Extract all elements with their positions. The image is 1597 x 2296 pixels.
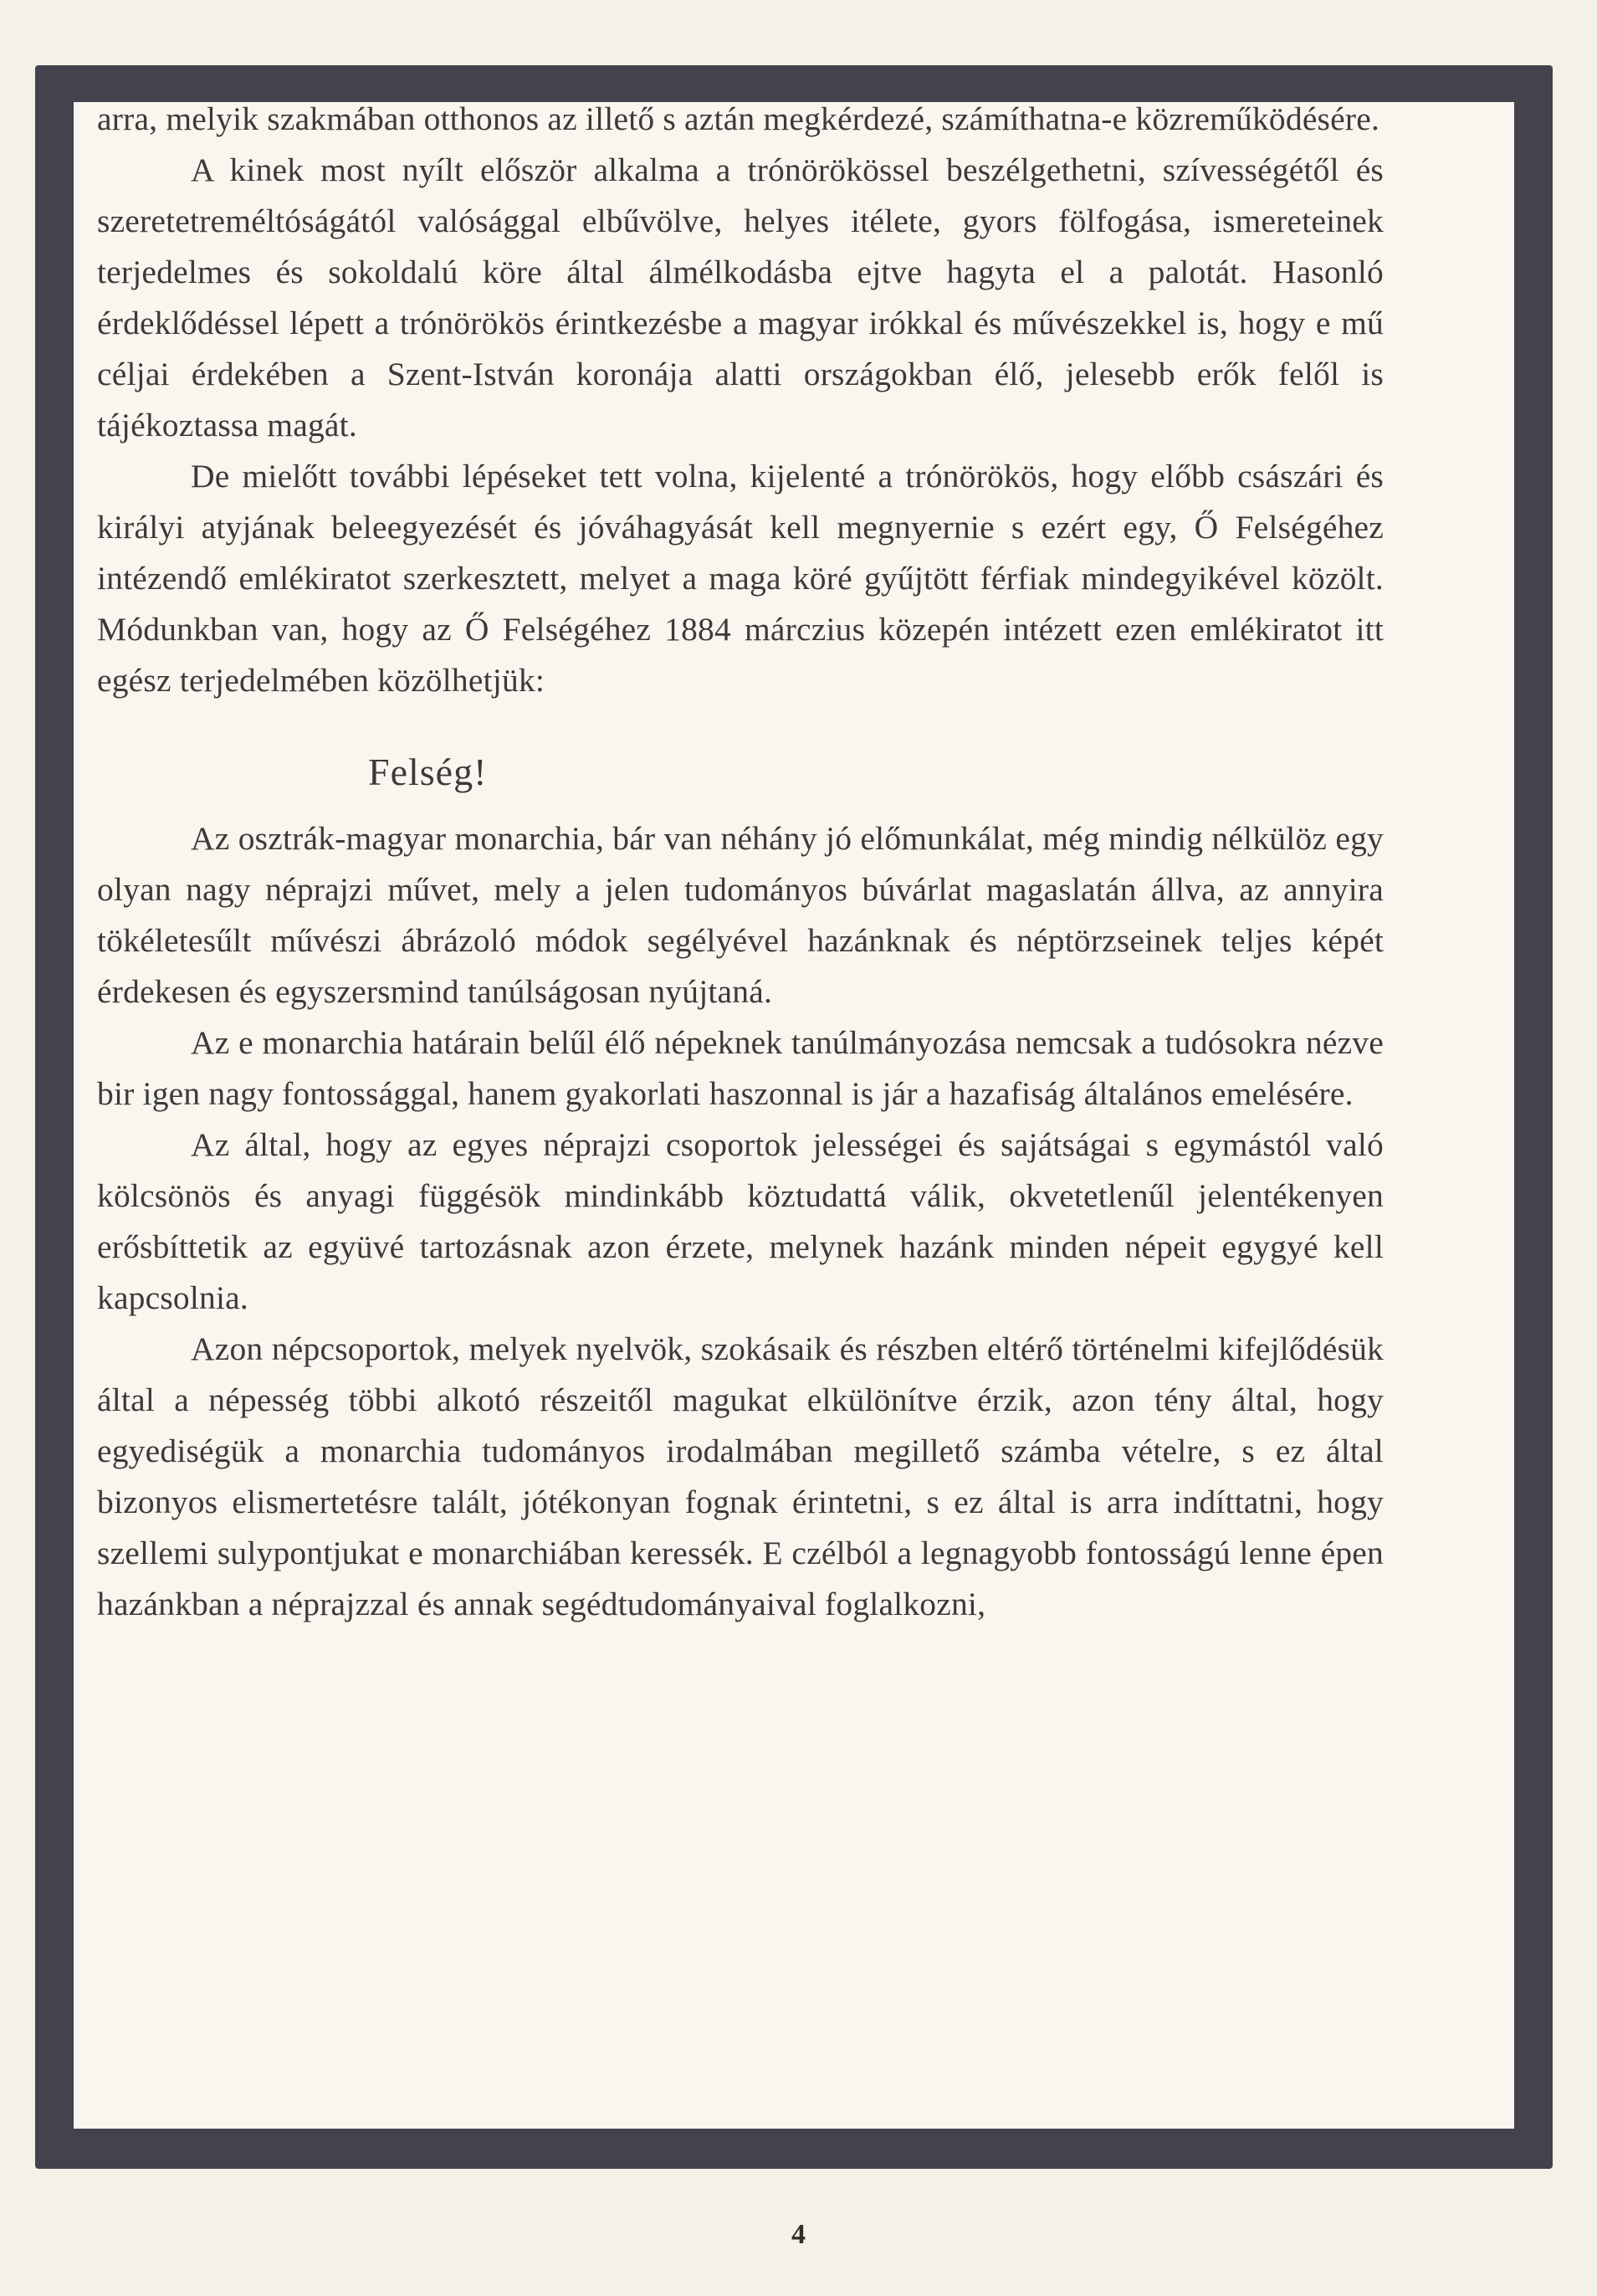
paragraph-2: A kinek most nyílt először alkalma a trónörökössel beszélgethetni, szívességétől és szeretetreméltóságától valósággal elbűvölve, helyes itélete, gyors fölfogása, ismereteinek terjedelmes és sokoldalú köre által álmélkodásba ejtve hagyta el a palotát. Hasonló érdeklődéssel lépett a trónörökös érintkezésbe a magyar irókkal és művészekkel is, hogy e mű céljai érdekében a Szent-István koronája alatti országokban élő, jelesebb erők felől is tájékoztassa magát. xyxy=(97,151,1384,443)
memo-paragraph-2: Az e monarchia határain belűl élő népeknek tanúlmányozása nemcsak a tudósokra nézve bir igen nagy fontossággal, hanem gyakorlati haszonnal is jár a hazafiság általános emelésére. xyxy=(97,1024,1384,1112)
memo-paragraph-4: Azon népcsoportok, melyek nyelvök, szokásaik és részben eltérő történelmi kifejlődésük által a népesség többi alkotó részeitől magukat elkülönítve érzik, azon tény által, hogy egyediségük a monarchia tudományos irodalmában megillető számba vételre, s ez által bizonyos elismertetésre talált, jótékonyan fognak érintetni, s ez által is arra indíttatni, hogy szellemi sulypontjukat e monarchiában keressék. E czélból a legnagyobb fontosságú lenne épen hazánkban a néprajzzal és annak segédtudományaival foglalkozni, xyxy=(97,1330,1384,1622)
memo-paragraph-1: Az osztrák-magyar monarchia, bár van néhány jó előmunkálat, még mindig nélkülöz egy olyan nagy néprajzi művet, mely a jelen tudományos búvárlat magaslatán állva, az annyira tökéletesűlt művészi ábrázoló módok segélyével hazánknak és néptörzseinek teljes képét érdekesen és egyszersmind tanúlságosan nyújtaná. xyxy=(97,820,1384,1010)
memo-paragraph-3: Az által, hogy az egyes néprajzi csoportok jelességei és sajátságai s egymástól való kölcsönös és anyagi függésök mindinkább köztudattá válik, okvetetlenűl jelentékenyen erősbíttetik az együvé tartozásnak azon érzete, melynek hazánk minden népeit egygyé kell kapcsolnia. xyxy=(97,1126,1384,1316)
body-text xyxy=(97,94,1384,1630)
page-number: 4 xyxy=(791,2219,806,2250)
paragraph-3: De mielőtt további lépéseket tett volna, kijelenté a trónörökös, hogy előbb császári és királyi atyjának beleegyezését és jóváhagyását kell megnyernie s ezért egy, Ő Felségéhez intézendő emlékiratot szerkesztett, melyet a maga köré gyűjtött férfiak mindegyikével közölt. Módunkban van, hogy az Ő Felségéhez 1884 márczius közepén intézett ezen emlékiratot itt egész terjedelmében közölhetjük: xyxy=(97,458,1384,699)
salutation-heading: Felség! xyxy=(368,751,488,793)
paragraph-1: arra, melyik szakmában otthonos az illető s aztán megkérdezé, számíthatna-e közreműködésére. xyxy=(97,100,1380,137)
